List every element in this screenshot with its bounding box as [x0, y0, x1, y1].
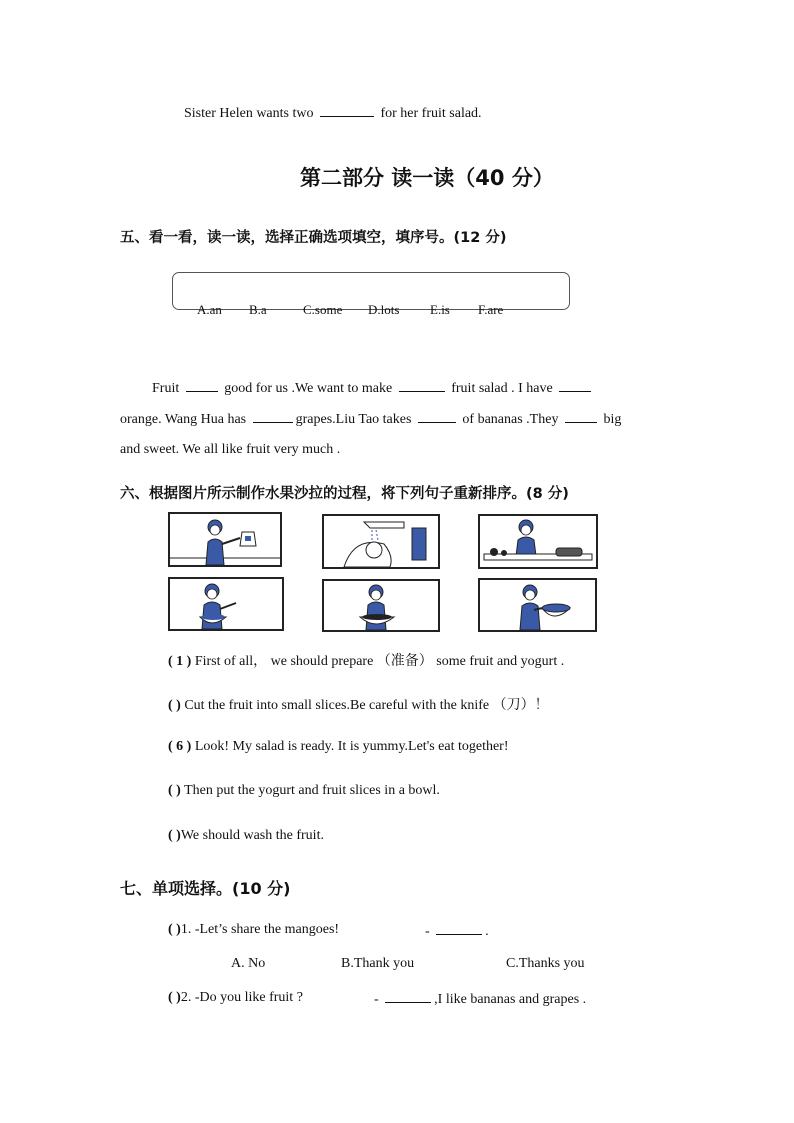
option-a: A.an — [197, 302, 222, 317]
q1-choice-b[interactable]: B.Thank you — [341, 956, 415, 971]
picture-4 — [168, 577, 284, 631]
picture-6 — [478, 578, 597, 632]
passage-line-1: Fruit good for us .We want to make fruit salad . I have — [152, 379, 594, 397]
passage-line-3: and sweet. We all like fruit very much . — [120, 442, 341, 457]
order-item-3: ( 6 ) Look! My salad is ready. It is yummy.Let's eat together! — [168, 739, 509, 754]
question-1: ( )1. -Let’s share the mangoes! — [168, 922, 340, 937]
picture-3 — [478, 514, 598, 569]
answer-paren[interactable]: ( ) — [168, 990, 181, 1005]
question-2-response: - ,I like bananas and grapes . — [374, 992, 587, 1007]
answer-blank[interactable] — [320, 104, 374, 117]
picture-2 — [322, 514, 440, 569]
part-title: 第二部分 读一读（40 分） — [300, 166, 554, 190]
answer-paren[interactable]: ( ) — [168, 698, 181, 713]
q1-choice-a[interactable]: A. No — [231, 956, 266, 971]
showing-salad-icon — [480, 580, 595, 630]
passage-line-2: orange. Wang Hua has grapes.Liu Tao takes of bananas .They big — [120, 412, 622, 427]
blank-q2[interactable] — [385, 990, 431, 1003]
option-e: E.is — [430, 302, 450, 317]
blank-2[interactable] — [399, 379, 445, 392]
blank-4[interactable] — [253, 410, 293, 423]
washing-fruit-icon — [324, 516, 438, 567]
blank-q1[interactable] — [436, 922, 482, 935]
stirring-salad-icon — [324, 581, 438, 630]
section5-heading: 五、看一看，读一读，选择正确选项填空，填序号。(12 分) — [120, 230, 507, 246]
answer-paren[interactable]: ( 1 ) — [168, 654, 192, 669]
picture-5 — [322, 579, 440, 632]
blank-6[interactable] — [565, 410, 597, 423]
order-item-1: ( 1 ) First of all， we should prepare （准备） some fruit and yogurt . — [168, 654, 565, 669]
section6-heading: 六、根据图片所示制作水果沙拉的过程，将下列句子重新排序。(8 分) — [120, 486, 569, 502]
blank-5[interactable] — [418, 410, 456, 423]
order-item-5: ( )We should wash the fruit. — [168, 828, 324, 843]
option-c: C.some — [303, 302, 343, 317]
option-b: B.a — [249, 302, 267, 317]
blank-1[interactable] — [186, 379, 218, 392]
picture-1 — [168, 512, 282, 567]
question-2: ( )2. -Do you like fruit ? — [168, 990, 303, 1005]
answer-paren[interactable]: ( ) — [168, 922, 181, 937]
option-d: D.lots — [368, 302, 400, 317]
woman-holding-bag-icon — [170, 514, 280, 565]
answer-paren[interactable]: ( ) — [168, 828, 181, 843]
mixing-bowl-icon — [170, 579, 282, 629]
cutting-fruit-icon — [480, 516, 596, 567]
order-item-2: ( ) Cut the fruit into small slices.Be careful with the knife （刀）！ — [168, 698, 549, 713]
answer-paren[interactable]: ( ) — [168, 783, 181, 798]
q1-choice-c[interactable]: C.Thanks you — [506, 956, 585, 971]
blank-3[interactable] — [559, 379, 591, 392]
answer-paren[interactable]: ( 6 ) — [168, 739, 192, 754]
order-item-4: ( ) Then put the yogurt and fruit slices in a bowl. — [168, 783, 440, 798]
option-f: F.are — [478, 302, 504, 317]
top-sentence: Sister Helen wants two for her fruit salad. — [184, 106, 482, 121]
section7-heading: 七、单项选择。(10 分) — [120, 879, 291, 898]
question-1-response: - . — [425, 924, 489, 939]
